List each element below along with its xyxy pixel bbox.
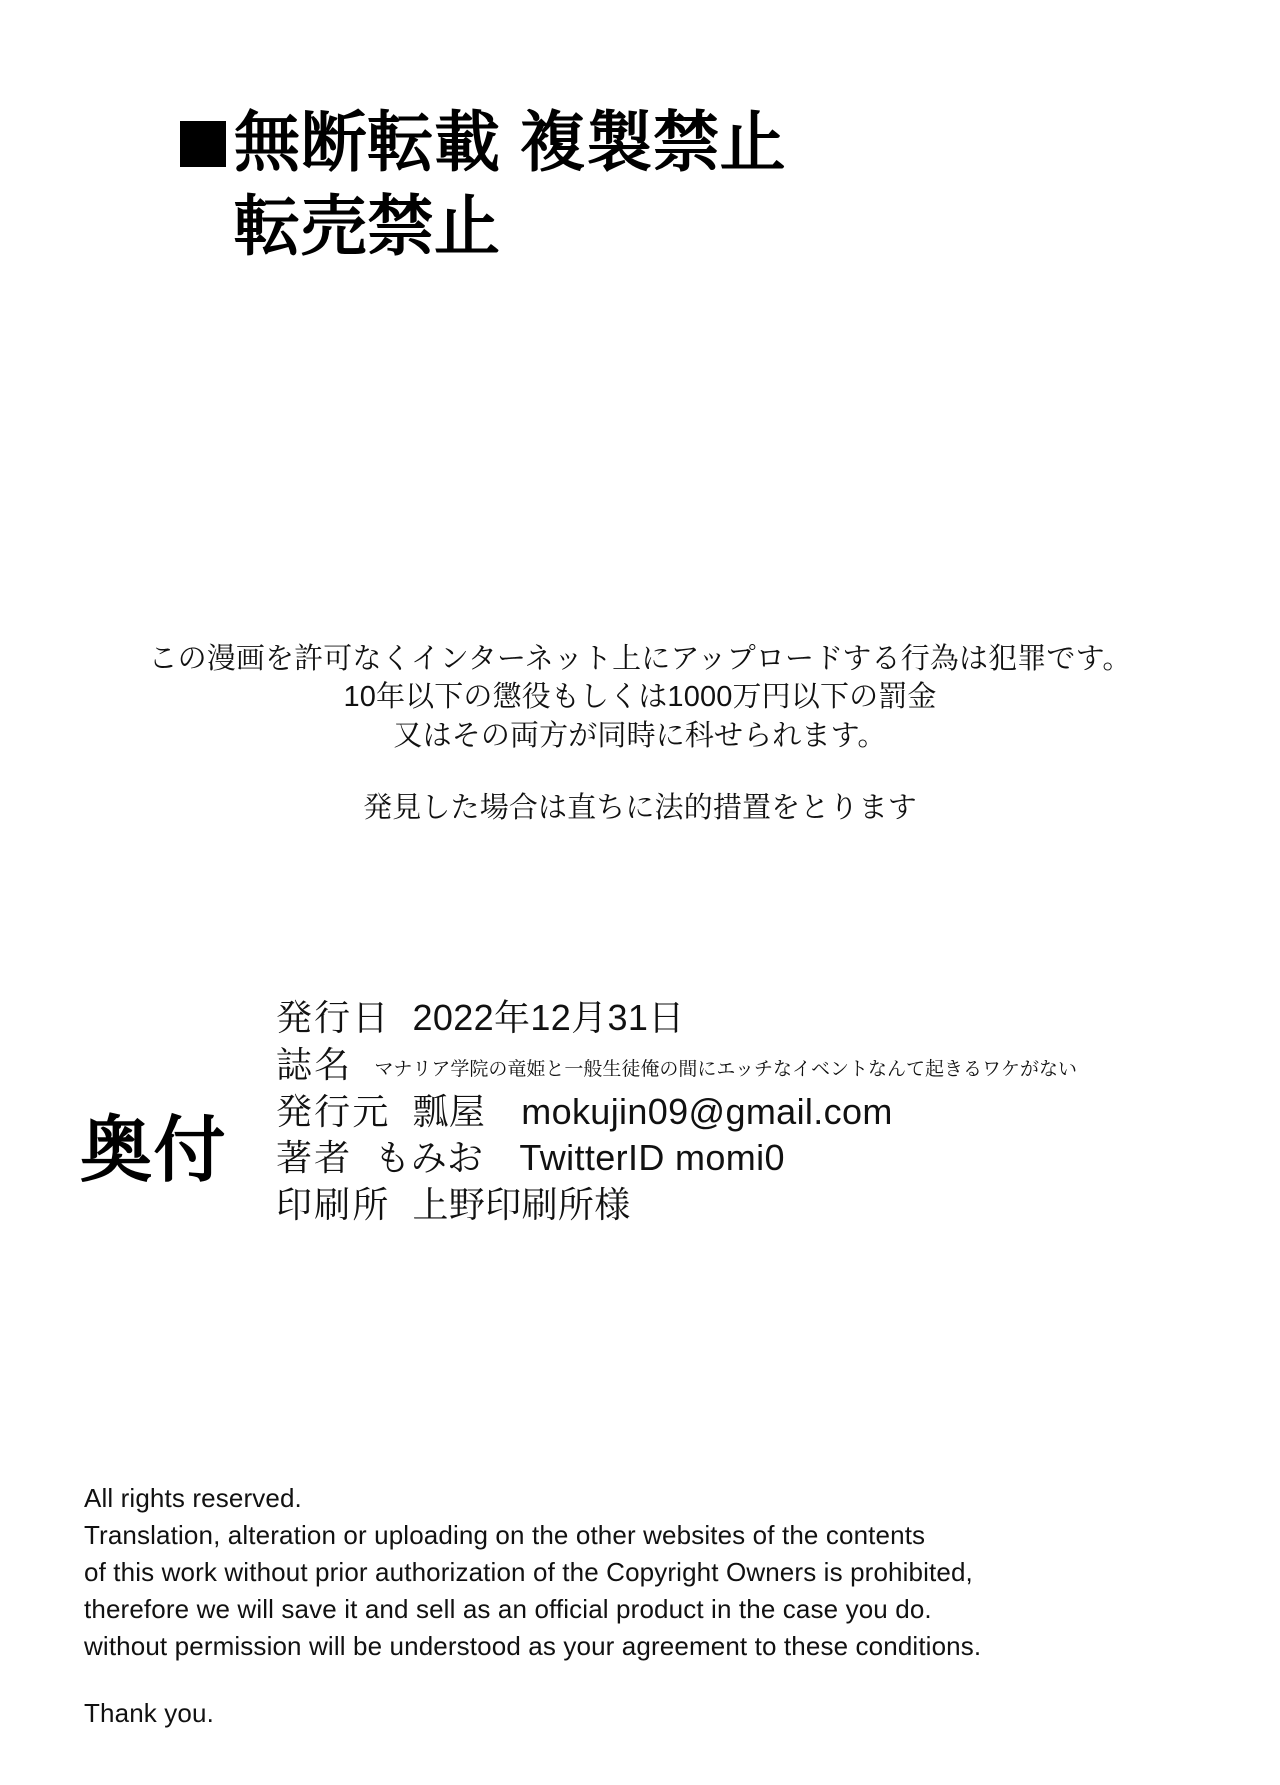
colophon-value-publisher-email: mokujin09@gmail.com bbox=[521, 1090, 893, 1132]
colophon-label-author: 著者 bbox=[276, 1137, 353, 1179]
legal-spacer bbox=[0, 755, 1280, 789]
english-line-3: of this work without prior authorization of the Copyright Owners is prohibited, bbox=[84, 1556, 973, 1587]
colophon-row-author bbox=[276, 1135, 1200, 1182]
colophon-value-author-twitter: TwitterID momi0 bbox=[519, 1137, 785, 1179]
reproduction-warning bbox=[180, 100, 1140, 269]
warning-heading-text-1: 無断転載 複製禁止 bbox=[234, 105, 787, 179]
colophon-value-author: もみお bbox=[374, 1137, 484, 1179]
english-notice bbox=[84, 1480, 1184, 1731]
english-line-1: All rights reserved. bbox=[84, 1483, 302, 1513]
warning-heading-line-1 bbox=[180, 100, 1140, 184]
english-thanks: Thank you. bbox=[84, 1697, 214, 1728]
legal-line-3: 又はその両方が同時に科せられます。 bbox=[393, 719, 887, 752]
legal-line-1: この漫画を許可なくインターネット上にアップロードする行為は犯罪です。 bbox=[148, 643, 1132, 675]
colophon-label-publisher: 発行元 bbox=[276, 1090, 391, 1132]
colophon-title: 奥付 bbox=[80, 1110, 227, 1191]
english-line-2: Translation, alteration or uploading on the other websites of the contents bbox=[84, 1519, 926, 1550]
legal-action-notice: 発見した場合は直ちに法的措置をとります bbox=[363, 791, 917, 824]
colophon-block bbox=[80, 995, 1200, 1229]
colophon-row-publish-date bbox=[276, 995, 1200, 1042]
square-bullet-icon bbox=[180, 121, 226, 167]
colophon-rows bbox=[276, 995, 1200, 1229]
colophon-row-title bbox=[276, 1042, 1200, 1089]
colophon-label-printer: 印刷所 bbox=[276, 1184, 391, 1226]
colophon-value-publish-date: 2022年12月31日 bbox=[412, 997, 685, 1038]
colophon-value-publisher: 瓢屋 bbox=[412, 1090, 486, 1132]
colophon-row-printer bbox=[276, 1182, 1200, 1229]
legal-notice bbox=[0, 640, 1280, 827]
warning-heading-line-2: 転売禁止 bbox=[234, 189, 501, 264]
legal-line-2: 10年以下の懲役もしくは1000万円以下の罰金 bbox=[343, 681, 937, 714]
colophon-value-title: マナリア学院の竜姫と一般生徒俺の間にエッチなイベントなんて起きるワケがない bbox=[374, 1058, 1077, 1080]
colophon-value-printer: 上野印刷所様 bbox=[412, 1184, 631, 1226]
english-line-4: therefore we will save it and sell as an official product in the case you do. bbox=[84, 1593, 932, 1624]
english-spacer bbox=[84, 1665, 1184, 1695]
colophon-row-publisher bbox=[276, 1089, 1200, 1136]
colophon-label-title: 誌名 bbox=[276, 1043, 353, 1085]
english-line-5: without permission will be understood as your agreement to these conditions. bbox=[84, 1630, 982, 1661]
colophon-label-publish-date: 発行日 bbox=[276, 997, 391, 1038]
